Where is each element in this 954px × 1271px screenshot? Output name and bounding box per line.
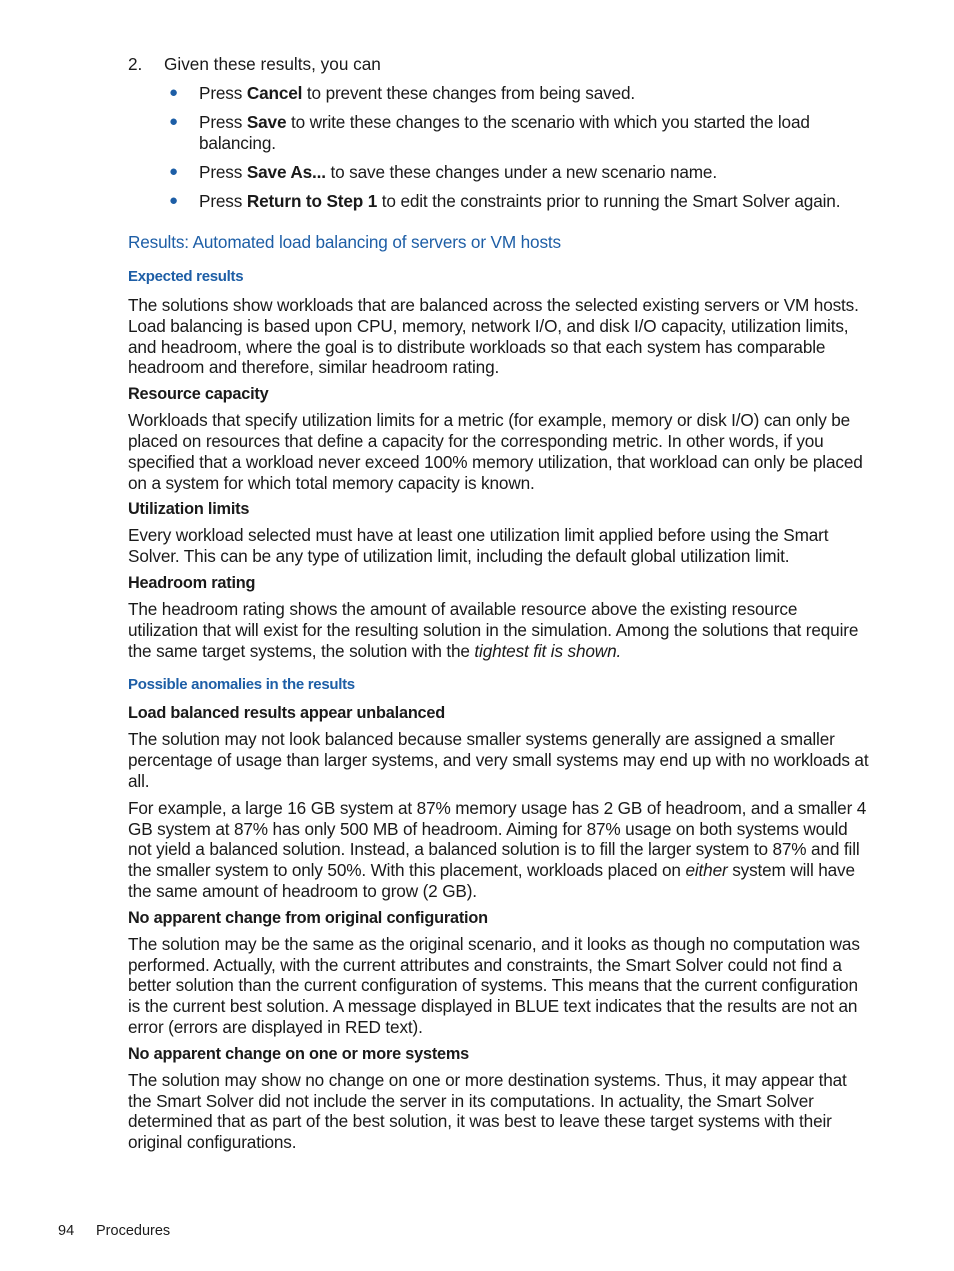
step-item <box>128 54 870 75</box>
headroom-rating-text <box>128 599 870 661</box>
bullet-text: to edit the constraints prior to running the Smart Solver again. <box>377 190 841 211</box>
bullet-text: to save these changes under a new scenario name. <box>325 161 717 182</box>
utilization-limits-heading: Utilization limits <box>128 500 250 519</box>
example-text-end: system will have the same amount of headroom to grow (2 GB). <box>128 860 855 901</box>
bullet-text: Press <box>199 190 247 211</box>
bullet-icon: ● <box>169 113 178 130</box>
example-text <box>128 798 870 902</box>
anomalies-heading: Possible anomalies in the results <box>128 676 355 694</box>
list-item <box>128 112 870 153</box>
save-as-label: Save As... <box>246 161 326 182</box>
section-link[interactable]: Results: Automated load balancing of servers or VM hosts <box>128 232 561 252</box>
footer-section: Procedures <box>96 1223 171 1239</box>
resource-capacity-text: Workloads that specify utilization limits for a metric (for example, memory or disk I/O) can only be placed on resources that define a capacity for the corresponding metric. In other words, if you specified that a workload never exceed 100% memory utilization, that workload can only be placed on a system for which total memory capacity is known. <box>128 410 863 493</box>
bullet-text: Press <box>199 83 247 103</box>
headroom-text-main: The headroom rating shows the amount of available resource above the existing resource utilization that will exist for the resulting solution in the simulation. Among the solutions that require the same target systems, the solution with the <box>128 598 859 661</box>
page-content <box>128 54 870 1153</box>
bullet-text: Press <box>199 112 247 132</box>
save-label: Save <box>246 112 287 132</box>
no-change-systems-text: The solution may show no change on one or more destination systems. Thus, it may appear that the Smart Solver did not include the server in its computations. In actuality, the Smart Solver determined that as part of the best solution, it was best to leave these target systems with their original configurations. <box>128 1069 847 1153</box>
no-change-heading: No apparent change from original configuration <box>128 908 488 927</box>
no-change-text: The solution may be the same as the original scenario, and it looks as though no computation was performed. Actually, with the current attributes and constraints, the Smart Solver could not find a better solution than the current configuration of systems. This means that the current configuration is the current best solution. A message displayed in BLUE text indicates that the results are not an error (errors are displayed in RED text). <box>128 933 860 1037</box>
expected-results-heading: Expected results <box>128 268 244 285</box>
step-text: Given these results, you can <box>164 54 381 74</box>
return-step-label: Return to Step 1 <box>246 190 378 211</box>
unbalanced-heading: Load balanced results appear unbalanced <box>128 704 446 723</box>
list-item <box>128 83 870 104</box>
utilization-limits-text: Every workload selected must have at least one utilization limit applied before using the Smart Solver. This can be any type of utilization limit, including the default global utilization limit. <box>128 525 829 567</box>
unbalanced-text: The solution may not look balanced because smaller systems generally are assigned a smaller percentage of usage than larger systems, and very small systems may end up with no workloads at all. <box>128 729 869 791</box>
expected-intro: The solutions show workloads that are balanced across the selected existing servers or VM hosts. Load balancing is based upon CPU, memory, network I/O, and disk I/O capacity, utilization limits, and headroom, where the goal is to distribute workloads so that each system has comparable headroom and therefore, similar headroom rating. <box>128 295 859 378</box>
bullet-icon: ● <box>169 191 178 209</box>
bullet-text: Press <box>199 161 247 182</box>
headroom-rating-heading: Headroom rating <box>128 573 256 592</box>
step-number: 2. <box>128 54 143 74</box>
resource-capacity-heading: Resource capacity <box>128 385 269 404</box>
bullet-icon: ● <box>169 162 178 180</box>
page-footer <box>58 1222 170 1240</box>
options-list <box>128 83 870 211</box>
list-item <box>128 162 870 183</box>
page-number: 94 <box>58 1223 75 1239</box>
example-text-italic: either <box>685 860 728 881</box>
bullet-text: to prevent these changes from being saved. <box>302 83 636 103</box>
example-text-main: For example, a large 16 GB system at 87% memory usage has 2 GB of headroom, and a smaller 4 GB system at 87% has only 500 MB of headroom. Aiming for 87% usage on both systems would not yield a balanced solution. Instead, a balanced solution is to fill the larger system to 87% and fill the smaller system to only 50%. With this placement, workloads placed on <box>128 797 867 881</box>
no-change-systems-heading: No apparent change on one or more systems <box>128 1044 470 1063</box>
headroom-text-italic: tightest fit is shown. <box>474 640 622 661</box>
bullet-icon: ● <box>169 84 178 101</box>
bullet-text: to write these changes to the scenario with which you started the load balancing. <box>199 112 810 153</box>
cancel-label: Cancel <box>246 83 303 103</box>
list-item <box>128 191 870 212</box>
